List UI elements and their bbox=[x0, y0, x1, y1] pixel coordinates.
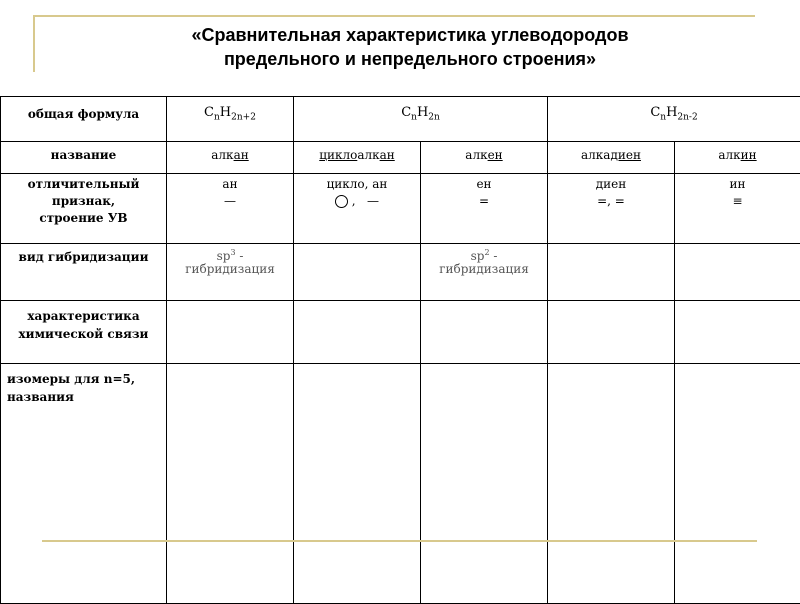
name-alkadien: алкадиен bbox=[548, 142, 675, 174]
name-alkan: алкан bbox=[167, 142, 294, 174]
hybrid-sp2: $sp^2$ - гибридизация bbox=[421, 244, 548, 301]
label-name: название bbox=[1, 142, 167, 174]
isomers-cyclo bbox=[294, 364, 421, 604]
row-name bbox=[1, 142, 800, 174]
row-hybrid bbox=[1, 244, 800, 301]
isomers-diene bbox=[548, 364, 675, 604]
bond-diene bbox=[548, 301, 675, 364]
comparison-table bbox=[0, 96, 800, 604]
label-feature: отличительный признак, строение УВ bbox=[1, 174, 167, 244]
decor-vertical-line bbox=[33, 15, 35, 72]
decor-bottom-line bbox=[42, 540, 757, 542]
bond-cyclo bbox=[294, 301, 421, 364]
hybrid-sp3: $sp^3$ - гибридизация bbox=[167, 244, 294, 301]
formula-alkyne: $C_nH_{2n-2}$ bbox=[548, 97, 800, 142]
row-feature bbox=[1, 174, 800, 244]
name-alkin: алкин bbox=[675, 142, 800, 174]
label-isomers: изомеры для n=5, названия bbox=[1, 364, 167, 604]
bond-alkin bbox=[675, 301, 800, 364]
hybrid-diene bbox=[548, 244, 675, 301]
page-title: «Сравнительная характеристика углеводородов предельного и непредельного строения» bbox=[60, 23, 760, 71]
label-bond: характеристика химической связи bbox=[1, 301, 167, 364]
label-formula: общая формула bbox=[1, 97, 167, 142]
row-formula bbox=[1, 97, 800, 142]
row-isomers bbox=[1, 364, 800, 604]
feature-cyclo: цикло, ан , — bbox=[294, 174, 421, 244]
formula-alkene: $C_nH_{2n}$ bbox=[294, 97, 548, 142]
decor-top-line bbox=[33, 15, 755, 17]
bond-alkan bbox=[167, 301, 294, 364]
feature-alkin: ин ≡ bbox=[675, 174, 800, 244]
isomers-alkan bbox=[167, 364, 294, 604]
feature-diene: диен =, = bbox=[548, 174, 675, 244]
hybrid-alkin bbox=[675, 244, 800, 301]
isomers-alken bbox=[421, 364, 548, 604]
ring-icon bbox=[335, 195, 348, 208]
name-cycloalkan: циклоалкан bbox=[294, 142, 421, 174]
isomers-alkin bbox=[675, 364, 800, 604]
row-bond bbox=[1, 301, 800, 364]
bond-alken bbox=[421, 301, 548, 364]
label-hybrid: вид гибридизации bbox=[1, 244, 167, 301]
hybrid-cyclo bbox=[294, 244, 421, 301]
formula-alkane: $C_nH_{2n+2}$ bbox=[167, 97, 294, 142]
feature-alken: ен = bbox=[421, 174, 548, 244]
name-alken: алкен bbox=[421, 142, 548, 174]
feature-alkan: ан — bbox=[167, 174, 294, 244]
